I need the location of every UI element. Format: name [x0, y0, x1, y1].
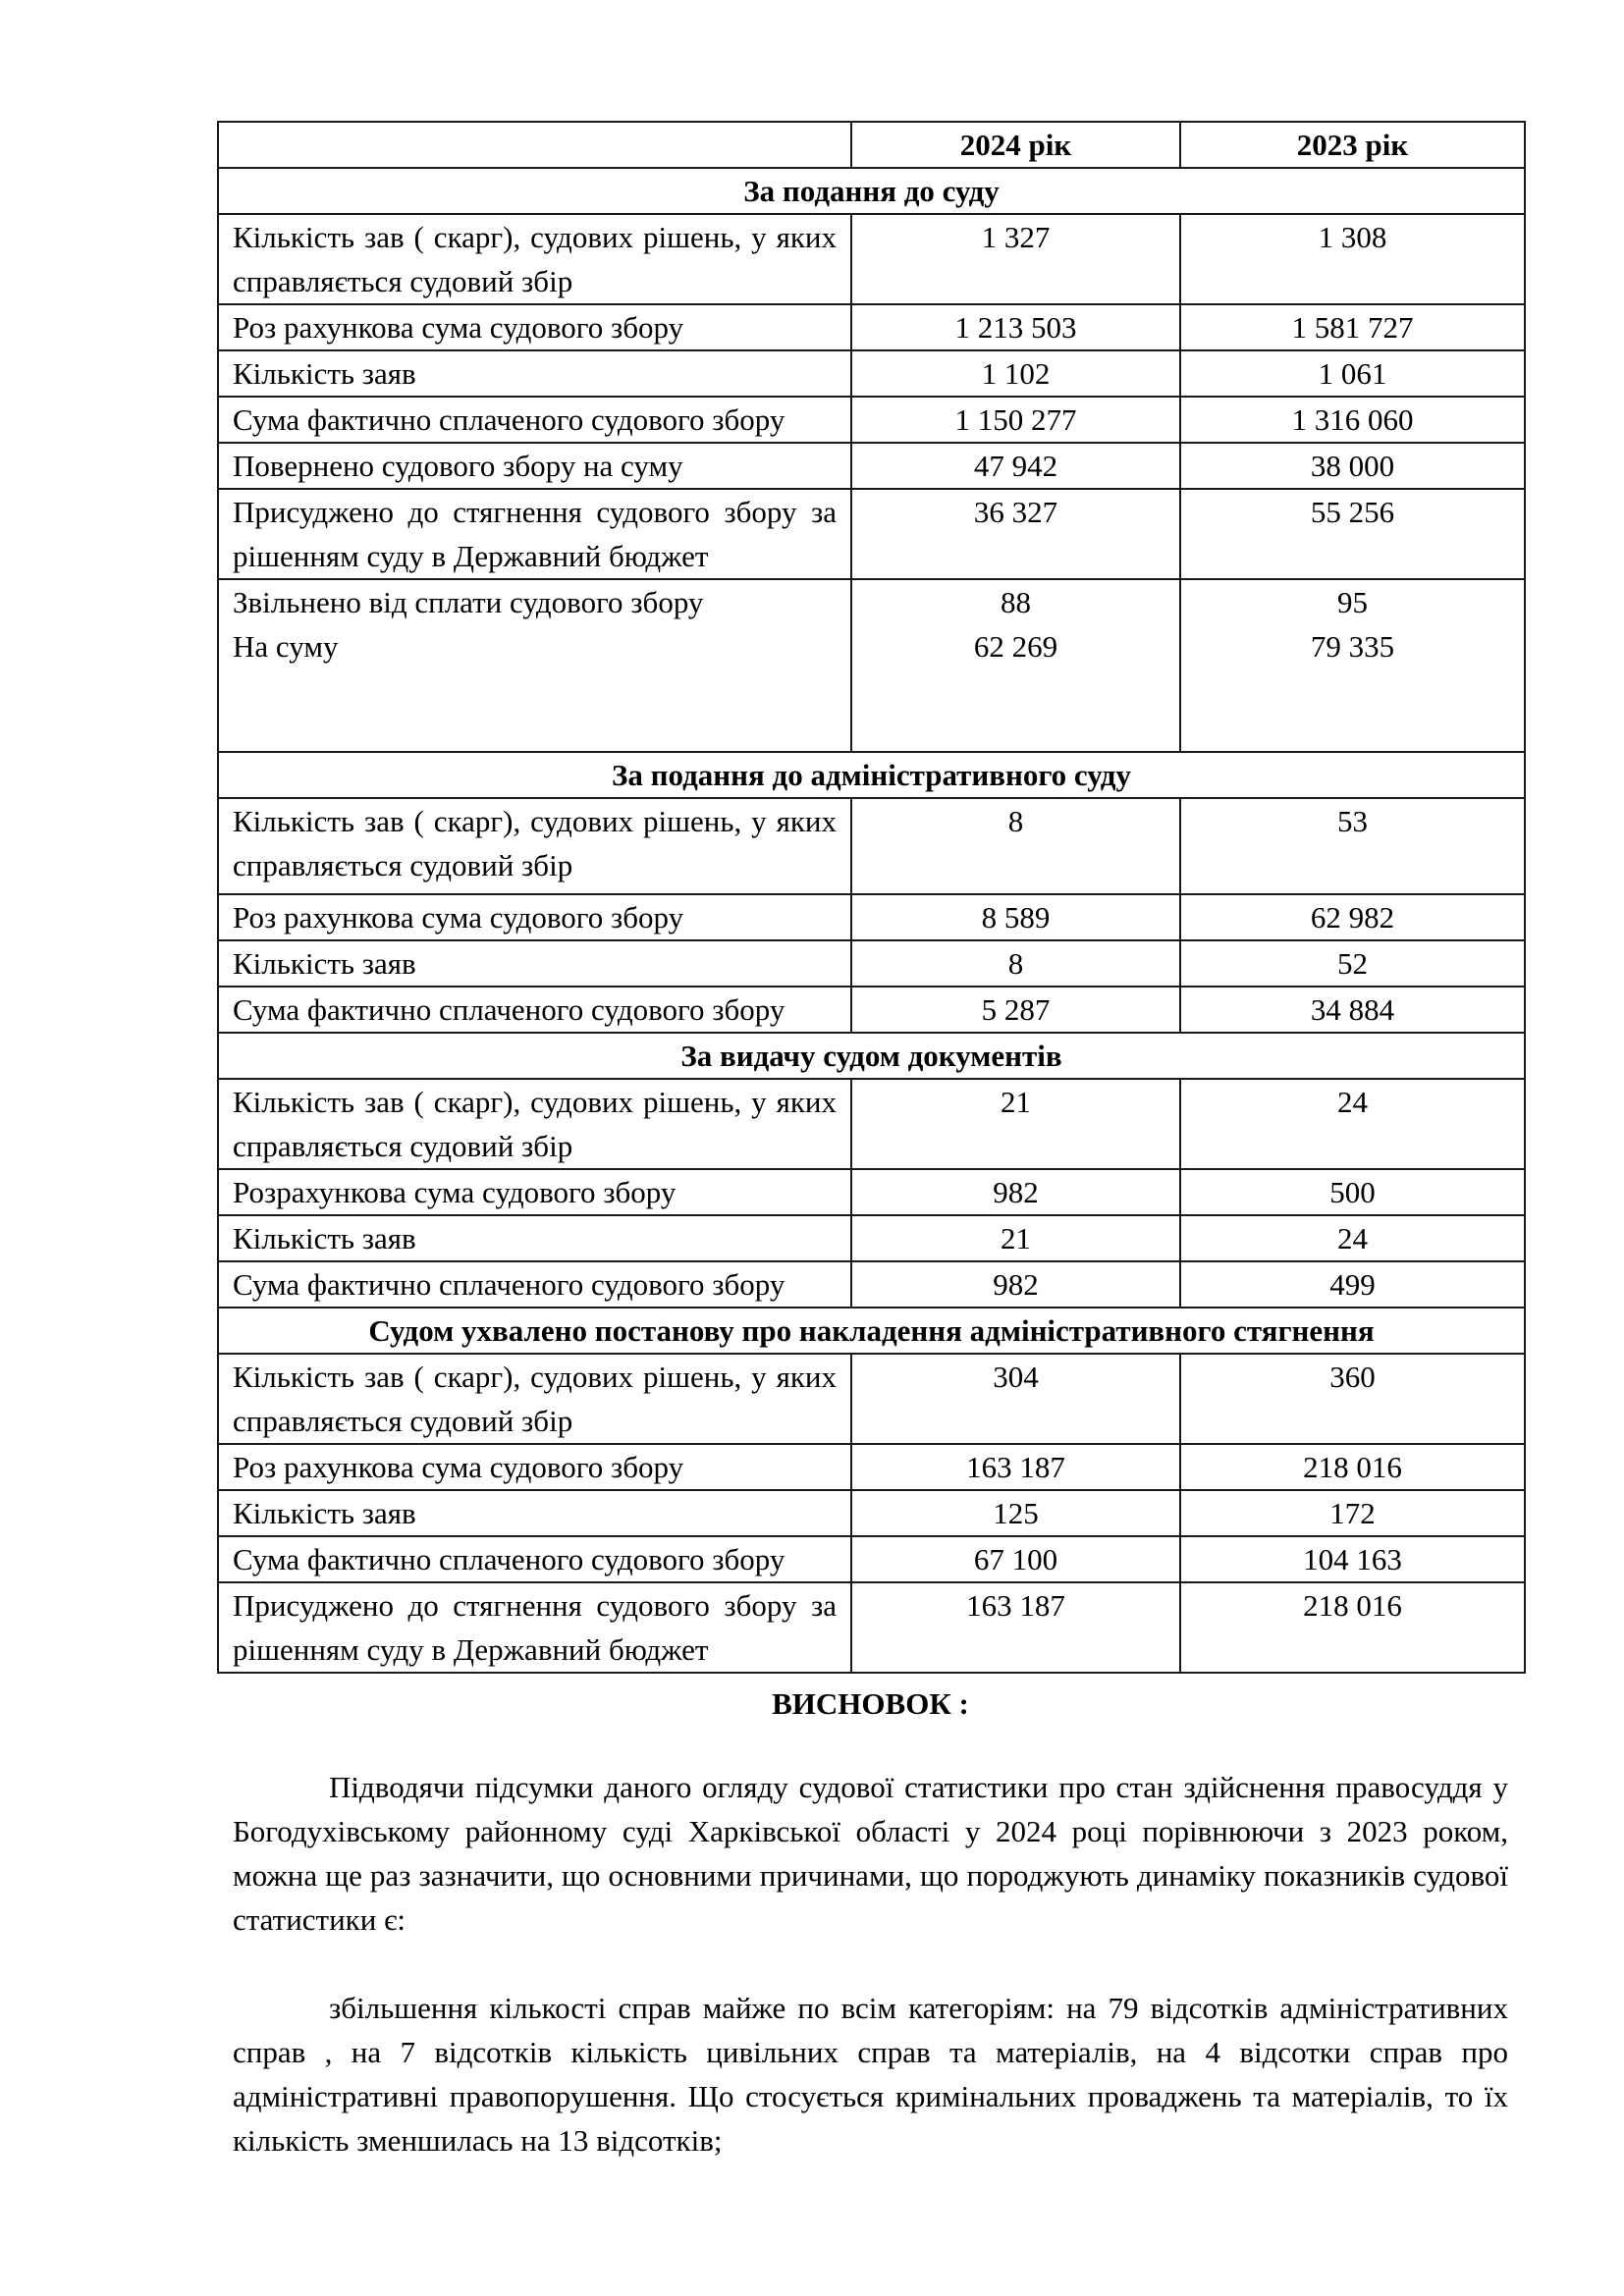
row-label: Кількість зав ( скарг), судових рішень, у яких справляється судовий збір	[218, 1079, 851, 1169]
value-2024: 1 102	[851, 350, 1180, 397]
value-2023: 218 016	[1180, 1582, 1525, 1673]
value-2023: 34 884	[1180, 987, 1525, 1033]
row-label: Кількість зав ( скарг), судових рішень, у яких справляється судовий збір	[218, 1354, 851, 1444]
header-label-cell	[218, 122, 851, 168]
value-2023: 1 316 060	[1180, 397, 1525, 443]
value-2023: 1 061	[1180, 350, 1525, 397]
table-row	[218, 987, 1525, 1033]
value-2024-sum: 62 269	[973, 629, 1058, 664]
table-row	[218, 798, 1525, 894]
row-label: Сума фактично сплаченого судового збору	[218, 397, 851, 443]
header-2024: 2024 рік	[851, 122, 1180, 168]
section-title-court-filing: За подання до суду	[218, 168, 1525, 214]
section-row	[218, 1308, 1525, 1354]
table-row	[218, 489, 1525, 579]
section-row	[218, 752, 1525, 798]
value-2023: 62 982	[1180, 894, 1525, 940]
value-2024: 8	[851, 940, 1180, 987]
value-2023: 500	[1180, 1169, 1525, 1215]
table-row	[218, 894, 1525, 940]
row-label: Роз рахункова сума судового збору	[218, 894, 851, 940]
value-2023: 24	[1180, 1079, 1525, 1169]
section-title-admin-court: За подання до адміністративного суду	[218, 752, 1525, 798]
value-2023: 218 016	[1180, 1444, 1525, 1490]
row-label-line2: На суму	[233, 629, 339, 664]
row-label: Присуджено до стягнення судового збору за рішенням суду в Державний бюджет	[218, 1582, 851, 1673]
row-label: Присуджено до стягнення судового збору за рішенням суду в Державний бюджет	[218, 489, 851, 579]
section-row	[218, 168, 1525, 214]
value-2024: 125	[851, 1490, 1180, 1536]
conclusion-paragraph-increase: збільшення кількості справ майже по всім категоріям: на 79 відсотків адміністративних справ , на 7 відсотків кількість цивільних справ та матеріалів, на 4 відсотки справ про адміністративні правопорушення. Що стосується кримінальних проваджень та матеріалів, то їх кількість зменшилась на 13 відсотків;	[233, 1991, 1508, 2158]
row-label: Кількість заяв	[218, 940, 851, 987]
table-row	[218, 397, 1525, 443]
value-2023: 53	[1180, 798, 1525, 894]
value-2023: 1 308	[1180, 214, 1525, 304]
table-row	[218, 443, 1525, 489]
row-label: Кількість заяв	[218, 350, 851, 397]
value-2024: 47 942	[851, 443, 1180, 489]
row-label: Сума фактично сплаченого судового збору	[218, 1261, 851, 1308]
header-2023: 2023 рік	[1180, 122, 1525, 168]
value-2024: 1 213 503	[851, 304, 1180, 350]
value-2024: 982	[851, 1261, 1180, 1308]
table-row	[218, 1444, 1525, 1490]
value-2024: 8	[851, 798, 1180, 894]
table-row	[218, 1215, 1525, 1261]
table-row	[218, 1079, 1525, 1169]
table-row	[218, 350, 1525, 397]
row-label: Кількість зав ( скарг), судових рішень, у яких справляється судовий збір	[218, 798, 851, 894]
table-header-row	[218, 122, 1525, 168]
value-2024	[851, 579, 1180, 752]
value-2024: 163 187	[851, 1444, 1180, 1490]
value-2023: 55 256	[1180, 489, 1525, 579]
table-row	[218, 214, 1525, 304]
table-row	[218, 1261, 1525, 1308]
row-label: Кількість заяв	[218, 1490, 851, 1536]
row-label: Розрахункова сума судового збору	[218, 1169, 851, 1215]
value-2023: 172	[1180, 1490, 1525, 1536]
value-2023-sum: 79 335	[1310, 629, 1395, 664]
conclusion-paragraph-summary: Підводячи підсумки даного огляду судової статистики про стан здійснення правосуддя у Богодухівському районному суді Харківської області у 2024 році порівнюючи з 2023 роком, можна ще раз зазначити, що основними причинами, що породжують динаміку показників судової статистики є:	[233, 1770, 1508, 1937]
value-2024: 163 187	[851, 1582, 1180, 1673]
court-fee-statistics-table	[217, 121, 1526, 1674]
conclusion-heading: ВИСНОВОК :	[772, 1686, 969, 1721]
value-2023: 52	[1180, 940, 1525, 987]
value-2024: 8 589	[851, 894, 1180, 940]
value-2023	[1180, 579, 1525, 752]
section-title-document-issuance: За видачу судом документів	[218, 1033, 1525, 1079]
row-label: Роз рахункова сума судового збору	[218, 304, 851, 350]
value-2023: 24	[1180, 1215, 1525, 1261]
value-2024: 304	[851, 1354, 1180, 1444]
value-2024: 5 287	[851, 987, 1180, 1033]
row-label: Повернено судового збору на суму	[218, 443, 851, 489]
value-2023: 360	[1180, 1354, 1525, 1444]
section-title-admin-penalty: Судом ухвалено постанову про накладення адміністративного стягнення	[218, 1308, 1525, 1354]
value-2024: 1 327	[851, 214, 1180, 304]
value-2024: 982	[851, 1169, 1180, 1215]
row-label: Кількість заяв	[218, 1215, 851, 1261]
value-2023: 1 581 727	[1180, 304, 1525, 350]
section-row	[218, 1033, 1525, 1079]
value-2023-count: 95	[1337, 585, 1368, 619]
table-row	[218, 1536, 1525, 1582]
value-2024: 1 150 277	[851, 397, 1180, 443]
value-2023: 104 163	[1180, 1536, 1525, 1582]
row-label: Сума фактично сплаченого судового збору	[218, 1536, 851, 1582]
table-row	[218, 1169, 1525, 1215]
table-row	[218, 304, 1525, 350]
value-2024: 67 100	[851, 1536, 1180, 1582]
table-row	[218, 1490, 1525, 1536]
row-label: Сума фактично сплаченого судового збору	[218, 987, 851, 1033]
row-label: Кількість зав ( скарг), судових рішень, у яких справляється судовий збір	[218, 214, 851, 304]
value-2024: 36 327	[851, 489, 1180, 579]
table-row	[218, 940, 1525, 987]
row-label-line1: Звільнено від сплати судового збору	[233, 585, 704, 619]
table-row	[218, 1582, 1525, 1673]
row-label	[218, 579, 851, 752]
table-row	[218, 1354, 1525, 1444]
value-2024: 21	[851, 1215, 1180, 1261]
value-2024: 21	[851, 1079, 1180, 1169]
value-2023: 499	[1180, 1261, 1525, 1308]
value-2024-count: 88	[1001, 585, 1031, 619]
value-2023: 38 000	[1180, 443, 1525, 489]
table-row-exemption	[218, 579, 1525, 752]
row-label: Роз рахункова сума судового збору	[218, 1444, 851, 1490]
